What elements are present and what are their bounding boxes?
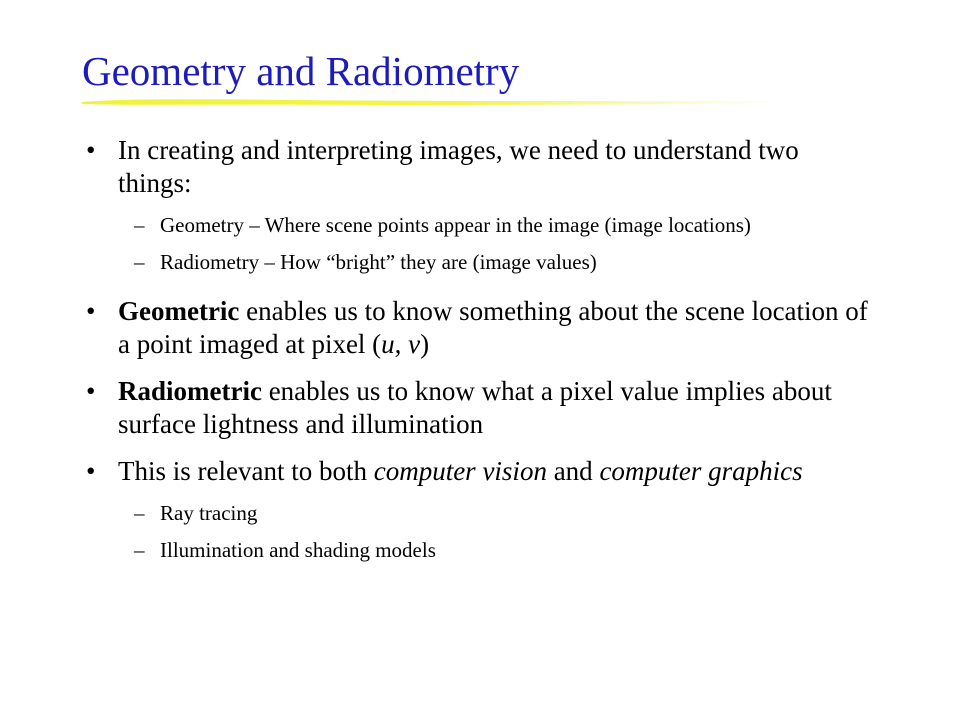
bullet-text: enables us to know what a pixel value implies about surface lightness and illumination [118,376,832,439]
bullet-italic-text: u, v [381,329,421,359]
bullet-item [0,134,870,200]
slide-body [0,134,960,583]
sub-bullet-item [0,250,850,275]
bullet-text: and [546,456,600,486]
dash-glyph: – [134,501,145,525]
sub-bullet-item [0,213,850,238]
bullet-glyph: • [86,376,96,406]
dash-glyph: – [134,213,145,237]
bullet-item [0,375,870,441]
bullet-italic-text: computer graphics [599,456,803,486]
bullet-text: enables us to know something about the scene location of a point imaged at pixel ( [118,296,868,359]
slide-title: Geometry and Radiometry [82,48,520,94]
bullet-text: In creating and interpreting images, we need to understand two things: [118,135,799,198]
title-underline-highlight [80,96,780,108]
sub-bullet-text: Ray tracing [160,501,258,525]
sub-bullet-list [0,213,960,275]
sub-bullet-item [0,538,850,563]
bullet-bold-term: Radiometric [118,376,262,406]
dash-glyph: – [134,250,145,274]
sub-bullet-text: Geometry – Where scene points appear in the image (image locations) [160,213,751,237]
dash-glyph: – [134,538,145,562]
bullet-glyph: • [86,135,96,165]
bullet-italic-text: computer vision [373,456,547,486]
bullet-item [0,455,870,488]
sub-bullet-list [0,501,960,563]
bullet-bold-term: Geometric [118,296,240,326]
bullet-text: ) [420,329,430,359]
bullet-item [0,295,870,361]
sub-bullet-item [0,501,850,526]
bullet-glyph: • [86,296,96,326]
sub-bullet-text: Radiometry – How “bright” they are (image values) [160,250,597,274]
bullet-text: This is relevant to both [118,456,374,486]
bullet-glyph: • [86,456,96,486]
sub-bullet-text: Illumination and shading models [160,538,436,562]
